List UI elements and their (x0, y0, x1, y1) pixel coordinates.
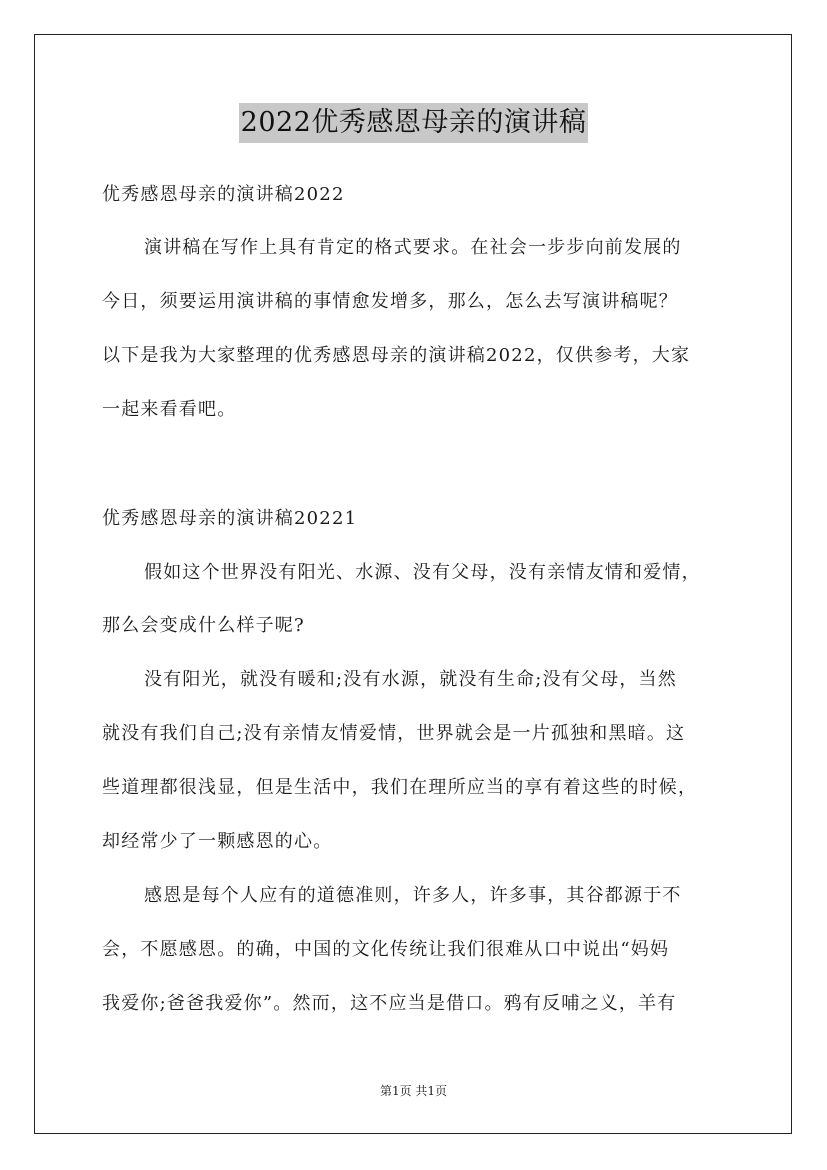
paragraph-3-line-3: 我爱你;爸爸我爱你”。然而，这不应当是借口。鸦有反哺之义，羊有 (102, 993, 677, 1014)
title-container (0, 103, 827, 143)
paragraph-2-line-1: 没有阳光，就没有暖和;没有水源，就没有生命;没有父母，当然 (144, 669, 677, 690)
paragraph-3-line-1: 感恩是每个人应有的道德准则，许多人，许多事，其谷都源于不 (144, 885, 682, 906)
intro-heading: 优秀感恩母亲的演讲稿2022 (102, 184, 345, 205)
section1-heading: 优秀感恩母亲的演讲稿20221 (102, 508, 358, 529)
paragraph-1-line-2: 那么会变成什么样子呢? (102, 615, 305, 636)
paragraph-1-line-1: 假如这个世界没有阳光、水源、没有父母，没有亲情友情和爱情， (144, 562, 701, 583)
paragraph-2-line-4: 却经常少了一颗感恩的心。 (102, 831, 333, 852)
paragraph-2-line-2: 就没有我们自己;没有亲情友情爱情，世界就会是一片孤独和黑暗。这 (102, 723, 686, 744)
page-footer: 第1页 共1页 (379, 1084, 448, 1098)
intro-line-4: 一起来看看吧。 (102, 399, 237, 420)
intro-line-1: 演讲稿在写作上具有肯定的格式要求。在社会一步步向前发展的 (144, 237, 682, 258)
intro-line-3: 以下是我为大家整理的优秀感恩母亲的演讲稿2022，仅供参考，大家 (102, 345, 691, 366)
paragraph-2-line-3: 些道理都很浅显，但是生活中，我们在理所应当的享有着这些的时候， (102, 777, 698, 798)
document-title: 2022优秀感恩母亲的演讲稿 (239, 103, 589, 143)
paragraph-3-line-2: 会，不愿感恩。的确，中国的文化传统让我们很难从口中说出“妈妈 (102, 939, 670, 960)
intro-line-2: 今日，须要运用演讲稿的事情愈发增多，那么，怎么去写演讲稿呢？ (102, 291, 678, 312)
